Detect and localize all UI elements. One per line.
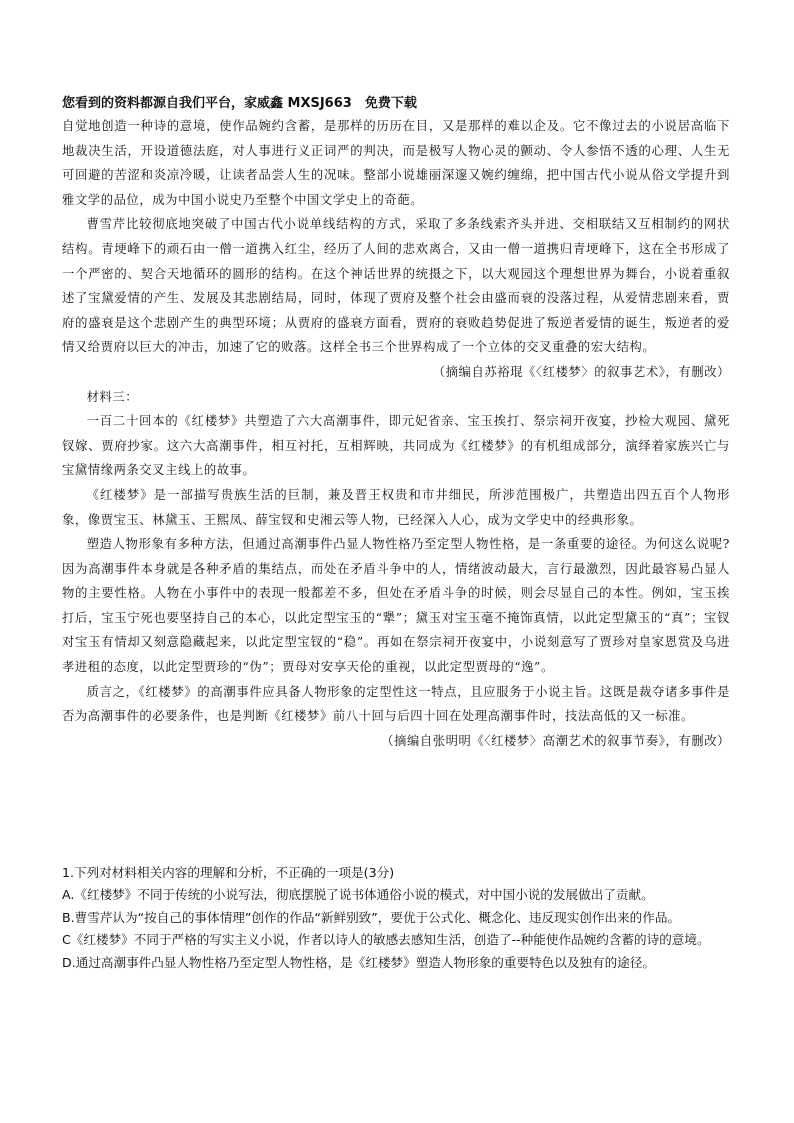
- option-d: D.通过高潮事件凸显人物性格乃至定型人物性格，是《红楼梦》塑造人物形象的重要特色以及独有的途径。: [62, 954, 656, 970]
- option-b: B.曹雪芹认为“按自己的事体情理”创作的作品“新鲜别致”，要优于公式化、概念化、违反现实创作出来的作品。: [62, 909, 681, 925]
- reading-material: [62, 114, 730, 753]
- question-1: [62, 862, 742, 974]
- material3-source: （摘编自张明明《〈红楼梦〉高潮艺术的叙事节奏》，有删改）: [381, 733, 730, 748]
- option-c: C《红楼梦》不同于严格的写实主义小说，作者以诗人的敏感去感知生活，创造了--种能使作品婉约含蓄的诗的意境。: [62, 932, 710, 948]
- material3-paragraph-3: 塑造人物形象有多种方法，但通过高潮事件凸显人物性格乃至定型人物性格，是一条重要的途径。为何这么说呢?因为高潮事件本身就是各种矛盾的集结点，而处在矛盾斗争中的人，情绪波动最大，言行最激烈，因此最容易凸显人物的主要性格。人物在小事件中的表现一般都差不多，但处在矛盾斗争的时候，则会尽显自己的本性。例如，宝玉挨打后，宝玉宁死也要坚持自己的本心，以此定型宝玉的“犟”；黛玉对宝玉毫不掩饰真情，以此定型黛玉的“真”；宝钗对宝玉有情却又刻意隐藏起来，以此定型宝钗的“稳”。再如在祭宗祠开夜宴中，小说刻意写了贾珍对皇家恩赏及乌进孝进租的态度，以此定型贾珍的“伪”；贾母对安享天伦的重视，以此定型贾母的“逸”。: [62, 537, 730, 675]
- material2-source: （摘编自苏裕琨《〈红楼梦〉的叙事艺术》，有删改）: [432, 364, 730, 379]
- question-stem: 1.下列对材料相关内容的理解和分析，不正确的一项是(3分): [62, 865, 395, 880]
- download-notice: 您看到的资料都源自我们平台，家威鑫 MXSJ663 免费下载: [62, 96, 417, 111]
- material3-paragraph-2: 《红楼梦》是一部描写贵族生活的巨制，兼及晋王权贵和市井细民，所涉范围极广，共塑造出四五百个人物形象，像贾宝玉、林黛玉、王熙凤、薛宝钗和史湘云等人物，已经深入人心，成为文学史中的经典形象。: [62, 487, 730, 527]
- material2-paragraph-2: 曹雪芹比较彻底地突破了中国古代小说单线结构的方式，采取了多条线索齐头并进、交相联结又互相制约的网状结构。青埂峰下的顽石由一僧一道携入红尘，经历了人间的悲欢离合，又由一僧一道携归青埂峰下，这在全书形成了一个严密的、契合天地循环的圆形的结构。在这个神话世界的统摄之下，以大观园这个理想世界为舞台，小说着重叙述了宝黛爱情的产生、发展及其悲剧结局，同时，体现了贾府及整个社会由盛而衰的没落过程，从爱情悲剧来看，贾府的盛衰是这个悲剧产生的典型环境；从贾府的盛衰方面看，贾府的衰败趋势促进了叛逆者爱情的诞生，叛逆者的爱情又给贾府以巨大的冲击，加速了它的败落。这样全书三个世界构成了一个立体的交叉重叠的宏大结构。: [62, 217, 730, 355]
- material2-paragraph-1: 自觉地创造一种诗的意境，使作品婉约含蓄，是那样的历历在目，又是那样的难以企及。它不像过去的小说居高临下地裁决生活，开设道德法庭，对人事进行义正词严的判决，而是极写人物心灵的颤动、令人参悟不透的心理、人生无可回避的苦涩和炎凉冷暖，让读者品尝人生的况味。整部小说雄丽深邃又婉约缠绵，把中国古代小说从俗文学提升到雅文学的品位，成为中国小说史乃至整个中国文学史上的奇葩。: [62, 119, 730, 207]
- material3-paragraph-4: 质言之，《红楼梦》的高潮事件应具备人物形象的定型性这一特点，且应服务于小说主旨。这既是裁夺诸多事件是否为高潮事件的必要条件，也是判断《红楼梦》前八十回与后四十回在处理高潮事件时，技法高低的又一标准。: [62, 684, 730, 724]
- material3-heading: 材料三：: [86, 389, 139, 404]
- option-a: A.《红楼梦》不同于传统的小说写法，彻底摆脱了说书体通俗小说的模式，对中国小说的发展做出了贡献。: [62, 887, 654, 903]
- material3-paragraph-1: 一百二十回本的《红楼梦》共塑造了六大高潮事件，即元妃省亲、宝玉挨打、祭宗祠开夜宴，抄检大观园、黛死钗嫁、贾府抄家。这六大高潮事件，相互衬托，互相辉映，共同成为《红楼梦》的有机组成部分，演绎着家族兴亡与宝黛情缘两条交叉主线上的故事。: [62, 414, 730, 478]
